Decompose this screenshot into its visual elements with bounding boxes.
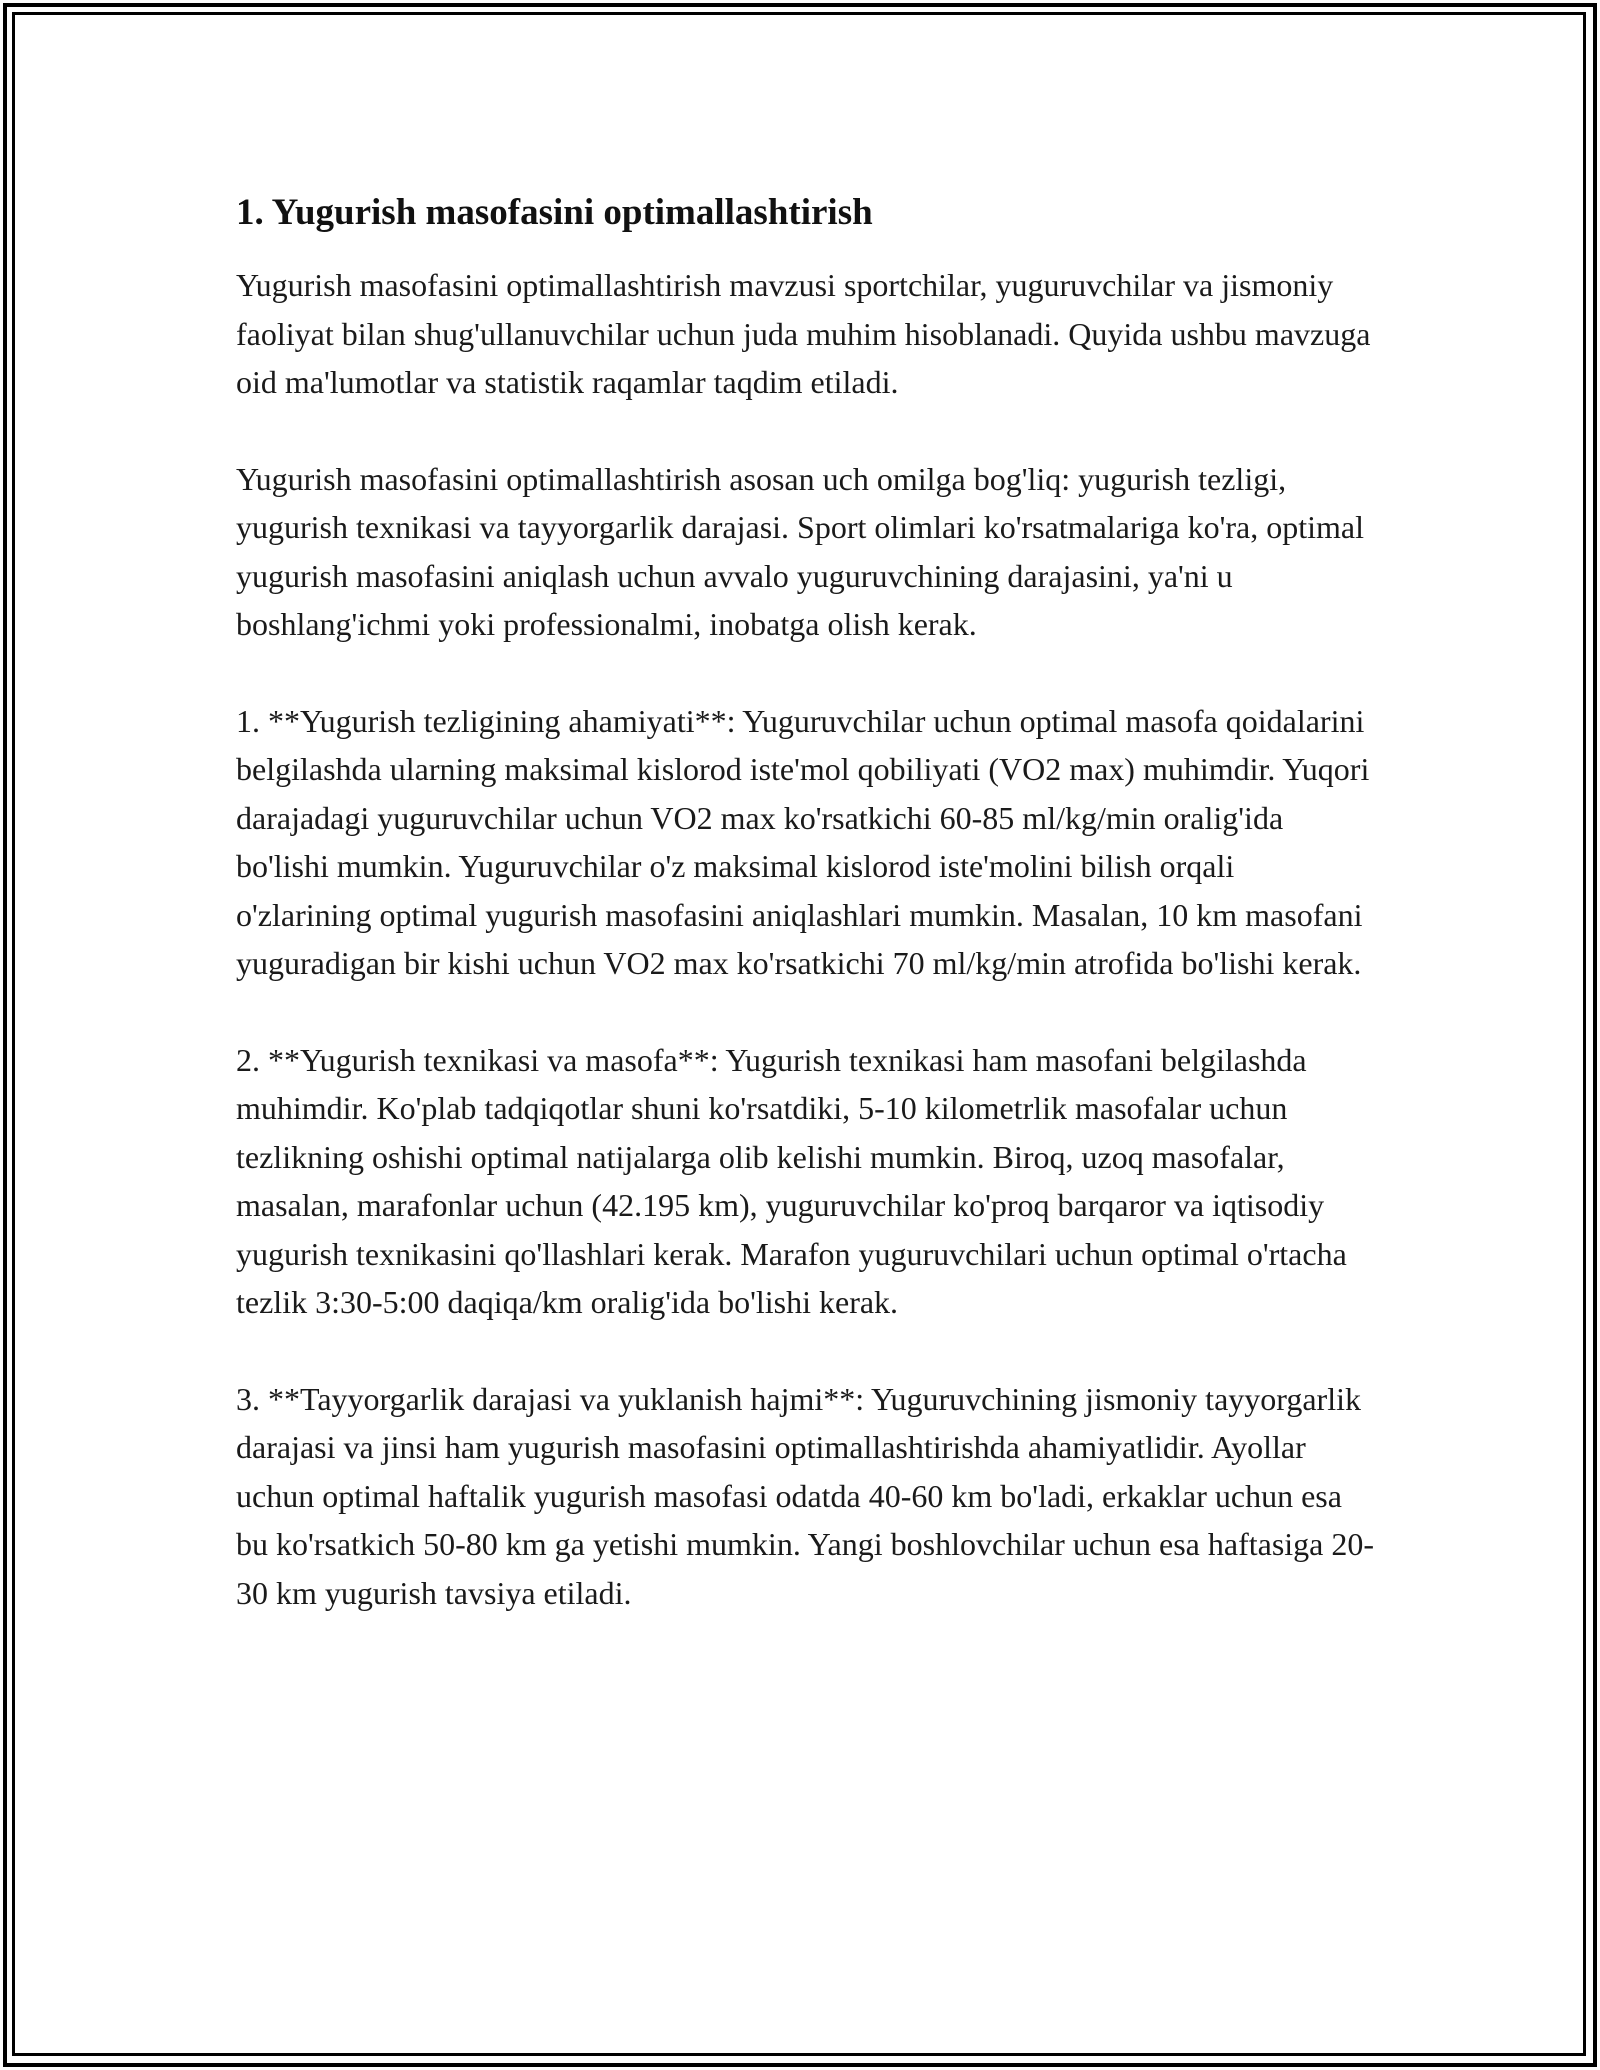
paragraph-factors: Yugurish masofasini optimallashtirish asosan uch omilga bog'liq: yugurish tezligi, yugurish texnikasi va tayyorgarlik darajasi. Sport olimlari ko'rsatmalariga ko'ra, optimal yugurish masofasini aniqlash uchun avvalo yuguruvchining darajasini, ya'ni u boshlang'ichmi yoki professionalmi, inobatga olish kerak. <box>236 460 1364 642</box>
paragraph-technique: 2. **Yugurish texnikasi va masofa**: Yugurish texnikasi ham masofani belgilashda muhimdir. Ko'plab tadqiqotlar shuni ko'rsatdiki, 5-10 kilometrlik masofalar uchun tezlikning oshishi optimal natijalarga olib kelishi mumkin. Biroq, uzoq masofalar, masalan, marafonlar uchun (42.195 km), yuguruvchilar ko'proq barqaror va iqtisodiy yugurish texnikasini qo'llashlari kerak. Marafon yuguruvchilari uchun optimal o'rtacha tezlik 3:30-5:00 daqiqa/km oralig'ida bo'lishi kerak. <box>236 1041 1347 1320</box>
document-body <box>236 185 1376 1665</box>
paragraph-speed: 1. **Yugurish tezligining ahamiyati**: Yuguruvchilar uchun optimal masofa qoidalarini belgilashda ularning maksimal kislorod iste'mol qobiliyati (VO2 max) muhimdir. Yuqori darajadagi yuguruvchilar uchun VO2 max ko'rsatkichi 60-85 ml/kg/min oralig'ida bo'lishi mumkin. Yuguruvchilar o'z maksimal kislorod iste'molini bilish orqali o'zlarining optimal yugurish masofasini aniqlashlari mumkin. Masalan, 10 km masofani yuguradigan bir kishi uchun VO2 max ko'rsatkichi 70 ml/kg/min atrofida bo'lishi kerak. <box>236 702 1370 981</box>
paragraph-preparation: 3. **Tayyorgarlik darajasi va yuklanish hajmi**: Yuguruvchining jismoniy tayyorgarlik darajasi va jinsi ham yugurish masofasini optimallashtirishda ahamiyatlidir. Ayollar uchun optimal haftalik yugurish masofasi odatda 40-60 km bo'ladi, erkaklar uchun esa bu ko'rsatkich 50-80 km ga yetishi mumkin. Yangi boshlovchilar uchun esa haftasiga 20-30 km yugurish tavsiya etiladi. <box>236 1380 1375 1611</box>
section-title: 1. Yugurish masofasini optimallashtirish <box>236 192 873 233</box>
paragraph-intro: Yugurish masofasini optimallashtirish mavzusi sportchilar, yuguruvchilar va jismoniy faoliyat bilan shug'ullanuvchilar uchun juda muhim hisoblanadi. Quyida ushbu mavzuga oid ma'lumotlar va statistik raqamlar taqdim etiladi. <box>236 267 1371 400</box>
